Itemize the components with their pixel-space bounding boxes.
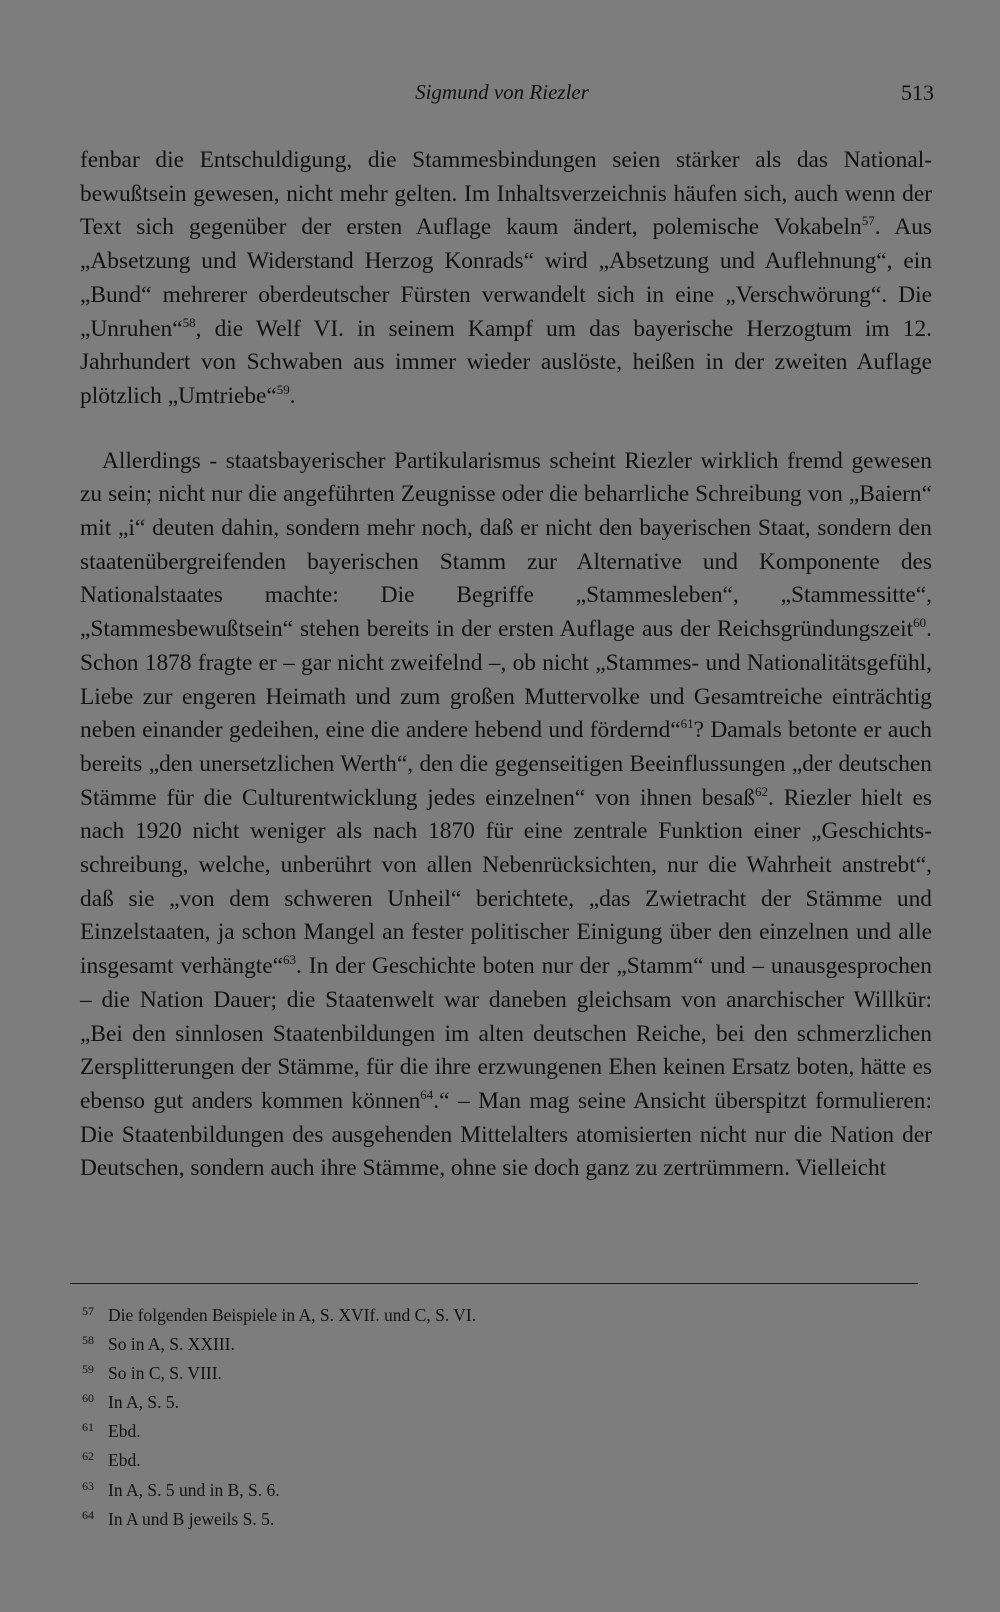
text-run: . Schon 1878 fragte er – gar nicht zweifelnd –, ob nicht „Stammes- und Nationalitätsgefühl, Liebe zur engeren Heimath und zum großen Muttervolke und Gesamtreiche einträchtig neben einander gedeihen, eine die andere hebend und fördernd“ [80, 616, 932, 744]
footnote-marker: 62 [755, 783, 769, 799]
footnote-text: In A und B jeweils S. 5. [108, 1508, 275, 1529]
footnote-marker: 59 [276, 381, 290, 397]
footnote [82, 1386, 782, 1415]
text-run: . Riezler hielt es nach 1920 nicht weniger als nach 1870 für eine zentrale Funktion einer „Geschichtsschreibung, welche, unberührt von allen Nebenrücksichten, nur die Wahrheit anstrebt“, daß sie „von dem schweren Unheil“ berichtete, „das Zwietracht der Stämme und Einzelstaaten, ja schon Mangel an fester politischer Einigung über den einzelnen und alle insgesamt verhängte“ [80, 784, 933, 980]
footnote-number: 61 [82, 1420, 94, 1435]
paragraph-continued [80, 144, 932, 414]
footnote-text: In A, S. 5. [108, 1392, 179, 1413]
footnotes [82, 1299, 782, 1532]
footnote-marker: 61 [680, 716, 694, 732]
footnote [82, 1415, 782, 1444]
footnote [82, 1474, 782, 1503]
text-run: .“ – Man mag seine Ansicht überspitzt formulieren: Die Staatenbildungen des ausgehenden Mittelalters atomisierten nicht nur die Nation der Deutschen, sondern auch ihre Stämme, ohne sie doch ganz zu zertrümmern. Vielleicht [80, 1087, 932, 1182]
footnote-text: Die folgenden Beispiele in A, S. XVIf. und C, S. VI. [108, 1305, 477, 1325]
footnote-marker: 58 [182, 314, 196, 330]
text-run: ? Damals betonte er auch bereits „den unersetzlichen Werth“, den die gegenseitigen Beeinflussungen „der deutschen Stämme für die Culturentwicklung jedes einzelnen“ von ihnen besaß [80, 717, 932, 811]
page-number: 513 [901, 80, 934, 105]
text-run: . [289, 382, 296, 409]
text-run: fenbar die Entschuldigung, die Stammesbindungen seien stärker als das Nationalbewußtsein gewesen, nicht mehr gelten. Im Inhaltsverzeichnis häufen sich, auch wenn der Text sich gegenüber der ersten Auflage kaum ändert, polemische Vokabeln [80, 147, 932, 241]
footnote-rule [70, 1283, 918, 1284]
footnote-text: Ebd. [108, 1450, 141, 1471]
footnote-number: 63 [82, 1478, 94, 1493]
body-text [80, 144, 932, 1186]
footnote-marker: 60 [913, 615, 927, 631]
footnote-number: 59 [82, 1362, 94, 1377]
footnote [82, 1328, 782, 1357]
paragraph-allerdings [80, 445, 932, 1186]
text-run: Allerdings - staatsbayerischer Partikularismus scheint Riezler wirklich fremd gewesen zu sein; nicht nur die angeführten Zeugnisse oder die beharrliche Schreibung von „Baiern“ mit „i“ deuten dahin, sondern mehr noch, daß er nicht den bayerischen Staat, sondern den staatenübergreifenden bayerischen Stamm zur Alternative und Komponente des Nationalstaates machte: Die Begriffe „Stammesleben“, „Stammessitte“, „Stammesbewußtsein“ stehen bereits in der ersten Auflage aus der Reichsgründungszeit [80, 447, 932, 643]
footnote-number: 64 [82, 1507, 94, 1522]
footnote [82, 1444, 782, 1473]
footnote-marker: 57 [861, 213, 875, 229]
text-run: . In der Geschichte boten nur der „Stamm“ und – unausgesprochen – die Nation Dauer; die Staatenwelt war daneben gleichsam von anarchischer Willkür: „Bei den sinnlosen Staatenbildungen im alten deutschen Reiche, bei den schmerzlichen Zersplitterungen der Stämme, für die ihre erzwungenen Ehen keinen Ersatz boten, hätte es ebenso gut anders kommen können [80, 953, 932, 1114]
footnote-number: 60 [82, 1391, 94, 1406]
footnote-marker: 63 [283, 952, 297, 968]
footnote-number: 62 [82, 1449, 94, 1464]
footnote-marker: 64 [420, 1086, 434, 1102]
footnote [82, 1503, 782, 1532]
footnote-number: 57 [82, 1304, 94, 1318]
footnote-text: Ebd. [108, 1421, 141, 1442]
footnote-text: In A, S. 5 und in B, S. 6. [108, 1479, 280, 1500]
footnote [82, 1357, 782, 1386]
running-title: Sigmund von Riezler [415, 80, 589, 104]
footnote-number: 58 [82, 1333, 94, 1348]
running-head [70, 80, 934, 114]
text-run: . Aus „Absetzung und Widerstand Herzog Konrads“ wird „Absetzung und Auflehnung“, ein „Bund“ mehrerer oberdeutscher Fürsten verwandelt sich in eine „Verschwörung“. Die „Unruhen“ [80, 214, 932, 342]
footnote-text: So in A, S. XXIII. [108, 1334, 235, 1355]
footnote [82, 1299, 782, 1328]
footnote-text: So in C, S. VIII. [108, 1363, 222, 1384]
text-run: , die Welf VI. in seinem Kampf um das bayerische Herzogtum im 12. Jahrhundert von Schwaben aus immer wieder auslöste, heißen in der zweiten Auflage plötzlich „Umtriebe“ [80, 315, 932, 409]
